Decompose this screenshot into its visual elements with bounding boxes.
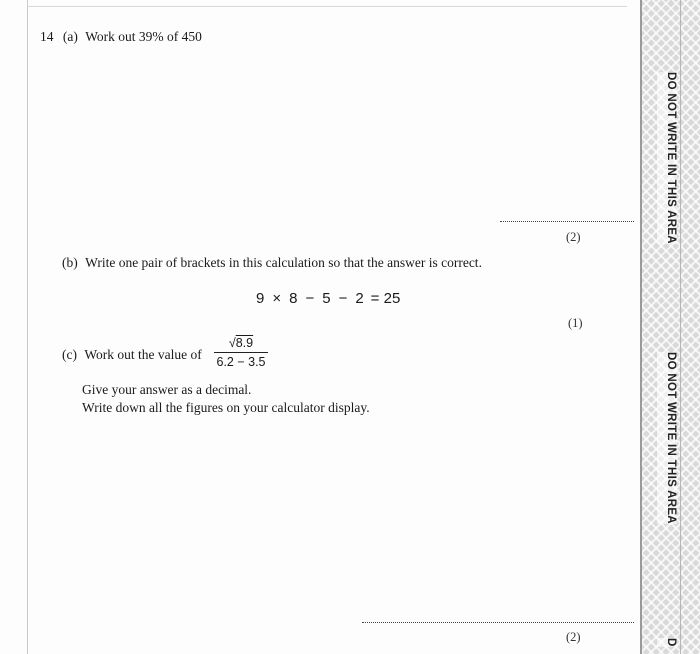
marks-a: (2) (566, 230, 581, 244)
numerator-value: 8.9 (235, 336, 254, 350)
square-root-icon: √ (228, 336, 236, 350)
expr-minus-1: − (305, 290, 315, 307)
part-a-text: Work out 39% of 450 (85, 29, 202, 44)
marks-b: (1) (568, 316, 583, 330)
expr-term-5: 5 (322, 290, 331, 307)
answer-line-c[interactable] (362, 622, 634, 623)
page-left-rule (27, 0, 28, 654)
question-14a (40, 29, 202, 45)
margin-warning-2: DO NOT WRITE IN THIS AREA (657, 352, 677, 524)
instruction-decimal: Give your answer as a decimal. (82, 382, 252, 397)
part-b-label: (b) (62, 255, 78, 270)
margin-warning-1: DO NOT WRITE IN THIS AREA (657, 72, 677, 244)
question-14b (62, 255, 482, 271)
fraction-numerator (213, 336, 269, 352)
expr-term-9: 9 (256, 290, 265, 307)
fraction-expression (213, 336, 269, 369)
margin-divider (680, 0, 681, 654)
part-b-text: Write one pair of brackets in this calculation so that the answer is correct. (85, 255, 482, 270)
expr-times: × (272, 290, 282, 307)
expr-minus-2: − (338, 290, 348, 307)
page-top-rule (27, 6, 627, 7)
instruction-calculator: Write down all the figures on your calculator display. (82, 400, 370, 415)
expr-term-8: 8 (289, 290, 298, 307)
answer-line-a[interactable] (500, 221, 634, 222)
expr-result: = 25 (370, 290, 401, 307)
part-c-label: (c) (62, 347, 77, 362)
expr-term-2: 2 (355, 290, 364, 307)
margin-warning-3: D (657, 638, 677, 647)
calculation-expression[interactable] (256, 290, 400, 307)
marks-c: (2) (566, 630, 581, 644)
fraction-denominator: 6.2 − 3.5 (216, 355, 266, 369)
part-c-text: Work out the value of (84, 347, 202, 362)
question-number: 14 (40, 29, 54, 44)
question-14c (62, 347, 202, 363)
part-a-label: (a) (62, 29, 78, 44)
